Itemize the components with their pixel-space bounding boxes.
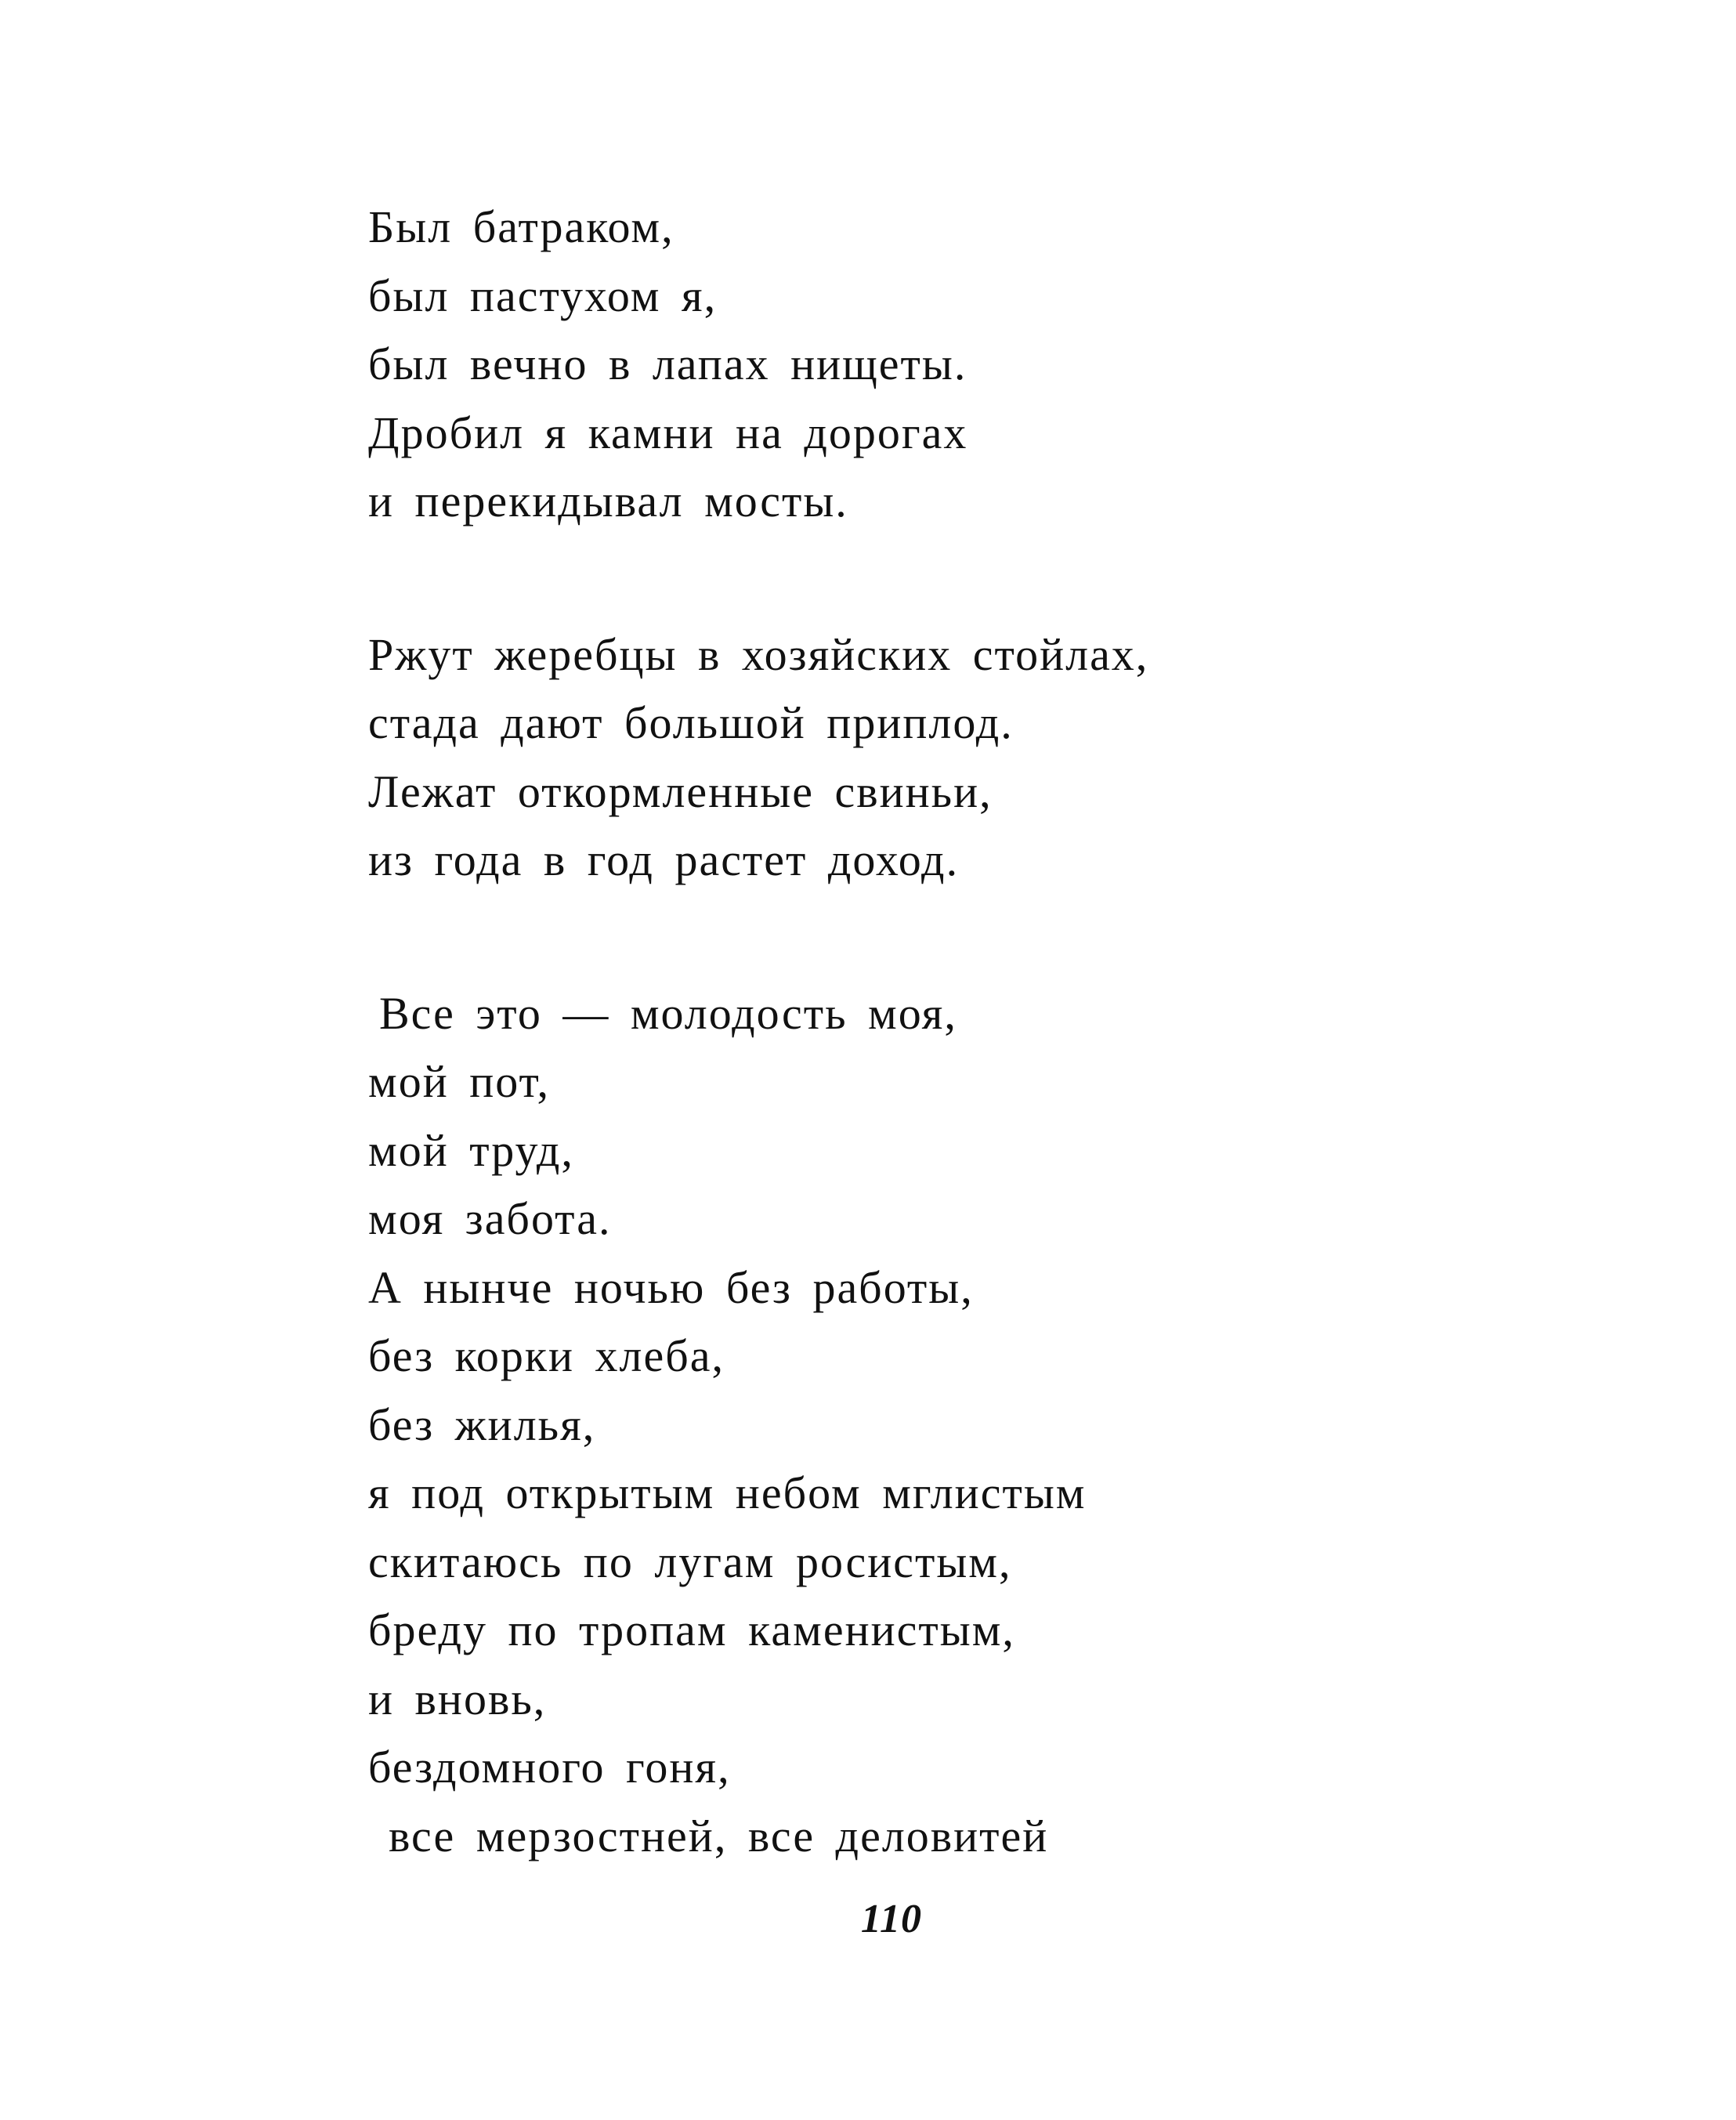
poem-line: Дробил я камни на дорогах	[368, 407, 968, 458]
poem-line: Ржут жеребцы в хозяйских стойлах,	[368, 628, 1149, 680]
stanza-3	[368, 979, 1543, 1871]
poem-line: бездомного гоня,	[368, 1742, 731, 1793]
poem-line: без корки хлеба,	[368, 1330, 725, 1381]
poem-line: бреду по тропам каменистым,	[368, 1604, 1015, 1655]
poem-line: был вечно в лапах нищеты.	[368, 338, 967, 389]
poem-line: я под открытым небом мглистым	[368, 1467, 1087, 1518]
poem-line: все мерзостней, все деловитей	[389, 1810, 1049, 1861]
page-number: 110	[860, 1897, 923, 1941]
poem-line: скитаюсь по лугам росистым,	[368, 1536, 1012, 1587]
poem-line: А нынче ночью без работы,	[368, 1261, 974, 1313]
poem-line: стада дают большой приплод.	[368, 697, 1014, 748]
poem-line: мой пот,	[368, 1056, 551, 1107]
poem-body	[368, 193, 1543, 1870]
poem-line: был пастухом я,	[368, 270, 718, 321]
poem-line: и перекидывал мосты.	[368, 476, 848, 526]
poem-line: без жилья,	[368, 1398, 596, 1450]
poem-line: и вновь,	[368, 1673, 547, 1724]
poem-line: моя забота.	[368, 1193, 612, 1244]
poem-line: Лежат откормленные свиньи,	[368, 765, 993, 817]
stanza-2	[368, 620, 1543, 895]
poem-line: Был батраком,	[368, 201, 675, 252]
poem-line: Все это — молодость моя,	[379, 987, 957, 1039]
stanza-1	[368, 193, 1543, 536]
poem-line: мой труд,	[368, 1124, 574, 1176]
poem-line: из года в год растет доход.	[368, 834, 960, 885]
